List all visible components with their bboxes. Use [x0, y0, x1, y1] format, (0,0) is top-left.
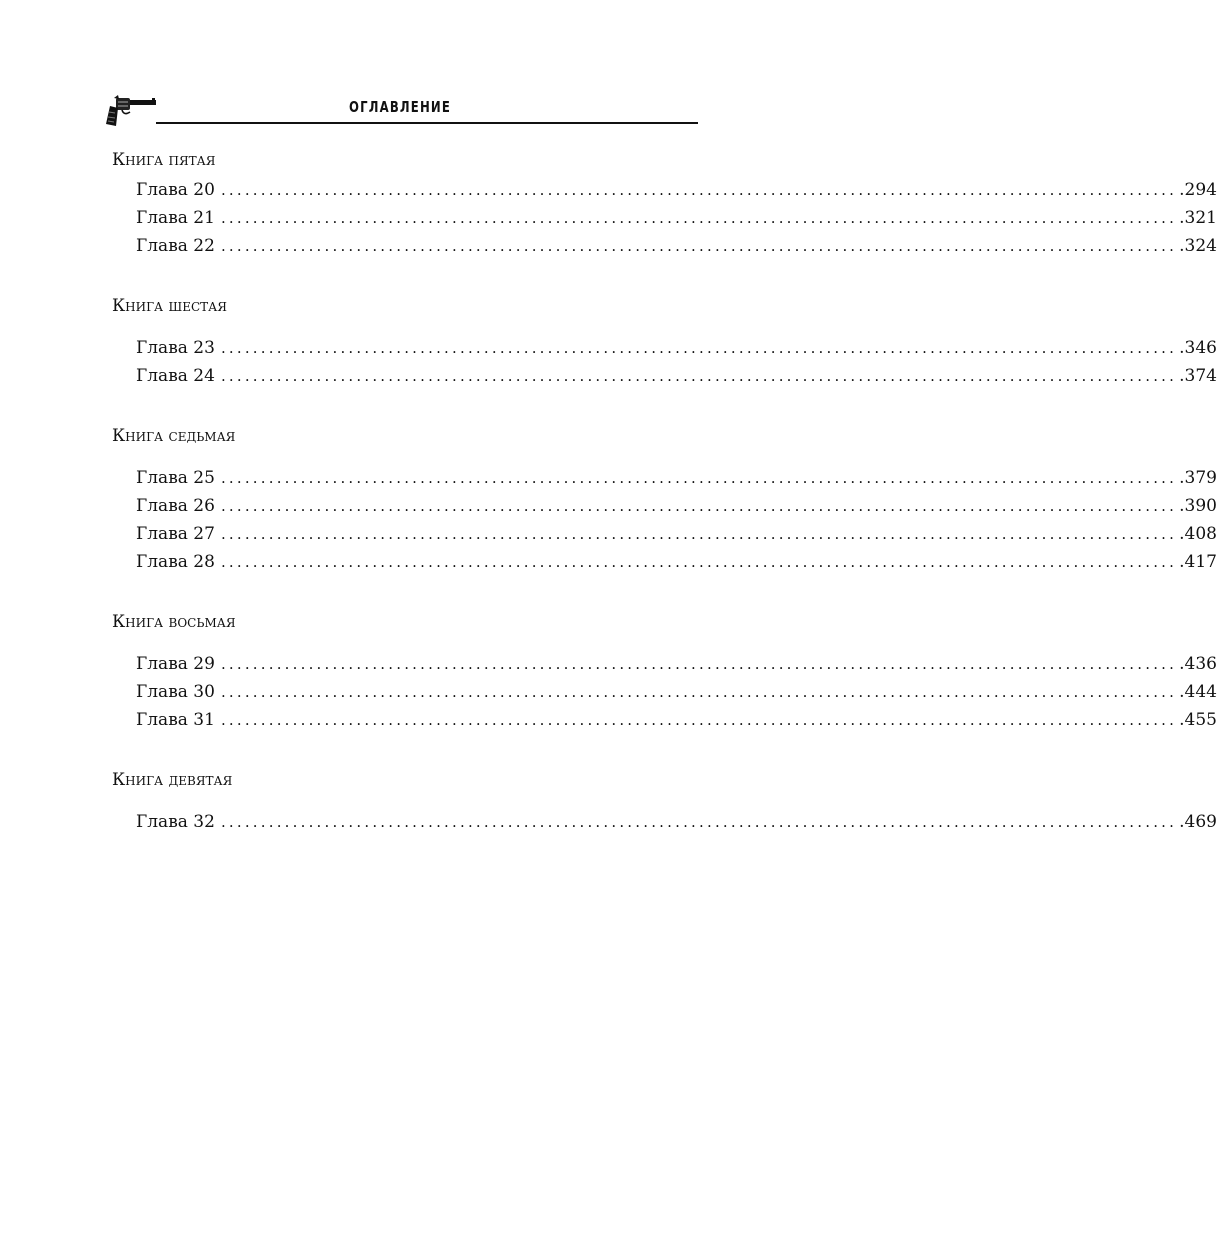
table-of-contents [112, 148, 1217, 870]
book-title: Книга пятая [112, 150, 216, 170]
dot-leader: ........................................................................................................................ [220, 209, 1178, 227]
page-title: ОГЛАВЛЕНИЕ [348, 98, 452, 116]
chapter-label: Глава 26 [136, 496, 215, 516]
dot-leader: ........................................................................................................................ [220, 469, 1178, 487]
chapter-label: Глава 28 [136, 552, 215, 572]
chapter-label: Глава 24 [136, 366, 215, 386]
chapter-label: Глава 31 [136, 710, 215, 730]
chapter-label: Глава 30 [136, 682, 215, 702]
page-number: .346 [1179, 338, 1217, 358]
chapter-label: Глава 29 [136, 654, 215, 674]
book-title: Книга шестая [112, 296, 227, 316]
page-number: .444 [1179, 682, 1217, 702]
dot-leader: ........................................................................................................................ [220, 813, 1178, 831]
dot-leader: ........................................................................................................................ [220, 683, 1178, 701]
page-number: .321 [1179, 208, 1217, 228]
page-number: .436 [1179, 654, 1217, 674]
page-number: .469 [1179, 812, 1217, 832]
book-section [112, 424, 1217, 576]
toc-entry[interactable] [112, 706, 1217, 734]
page-number: .408 [1179, 524, 1217, 544]
page-number: .324 [1179, 236, 1217, 256]
dot-leader: ........................................................................................................................ [220, 711, 1178, 729]
book-title: Книга восьмая [112, 612, 236, 632]
toc-entry[interactable] [112, 650, 1217, 678]
page-number: .455 [1179, 710, 1217, 730]
book-title: Книга седьмая [112, 426, 236, 446]
chapter-label: Глава 27 [136, 524, 215, 544]
book-section [112, 610, 1217, 734]
dot-leader: ........................................................................................................................ [220, 181, 1178, 199]
toc-entry[interactable] [112, 362, 1217, 390]
page-number: .390 [1179, 496, 1217, 516]
toc-entry[interactable] [112, 548, 1217, 576]
chapter-label: Глава 32 [136, 812, 215, 832]
chapter-label: Глава 22 [136, 236, 215, 256]
chapter-label: Глава 20 [136, 180, 215, 200]
dot-leader: ........................................................................................................................ [220, 339, 1178, 357]
dot-leader: ........................................................................................................................ [220, 655, 1178, 673]
toc-entry[interactable] [112, 204, 1217, 232]
header-rule [156, 122, 698, 124]
page-number: .417 [1179, 552, 1217, 572]
toc-entry[interactable] [112, 464, 1217, 492]
book-section [112, 294, 1217, 390]
book-section [112, 148, 1217, 260]
toc-entry[interactable] [112, 492, 1217, 520]
running-header [104, 92, 698, 132]
toc-entry[interactable] [112, 520, 1217, 548]
dot-leader: ........................................................................................................................ [220, 553, 1178, 571]
toc-entry[interactable] [112, 176, 1217, 204]
chapter-label: Глава 23 [136, 338, 215, 358]
page-number: .374 [1179, 366, 1217, 386]
chapter-label: Глава 25 [136, 468, 215, 488]
book-title: Книга девятая [112, 770, 233, 790]
toc-entry[interactable] [112, 334, 1217, 362]
revolver-icon [104, 94, 158, 128]
page-number: .379 [1179, 468, 1217, 488]
dot-leader: ........................................................................................................................ [220, 237, 1178, 255]
dot-leader: ........................................................................................................................ [220, 497, 1178, 515]
page-number: .294 [1179, 180, 1217, 200]
dot-leader: ........................................................................................................................ [220, 367, 1178, 385]
dot-leader: ........................................................................................................................ [220, 525, 1178, 543]
book-section [112, 768, 1217, 836]
toc-entry[interactable] [112, 808, 1217, 836]
chapter-label: Глава 21 [136, 208, 215, 228]
toc-entry[interactable] [112, 232, 1217, 260]
toc-entry[interactable] [112, 678, 1217, 706]
